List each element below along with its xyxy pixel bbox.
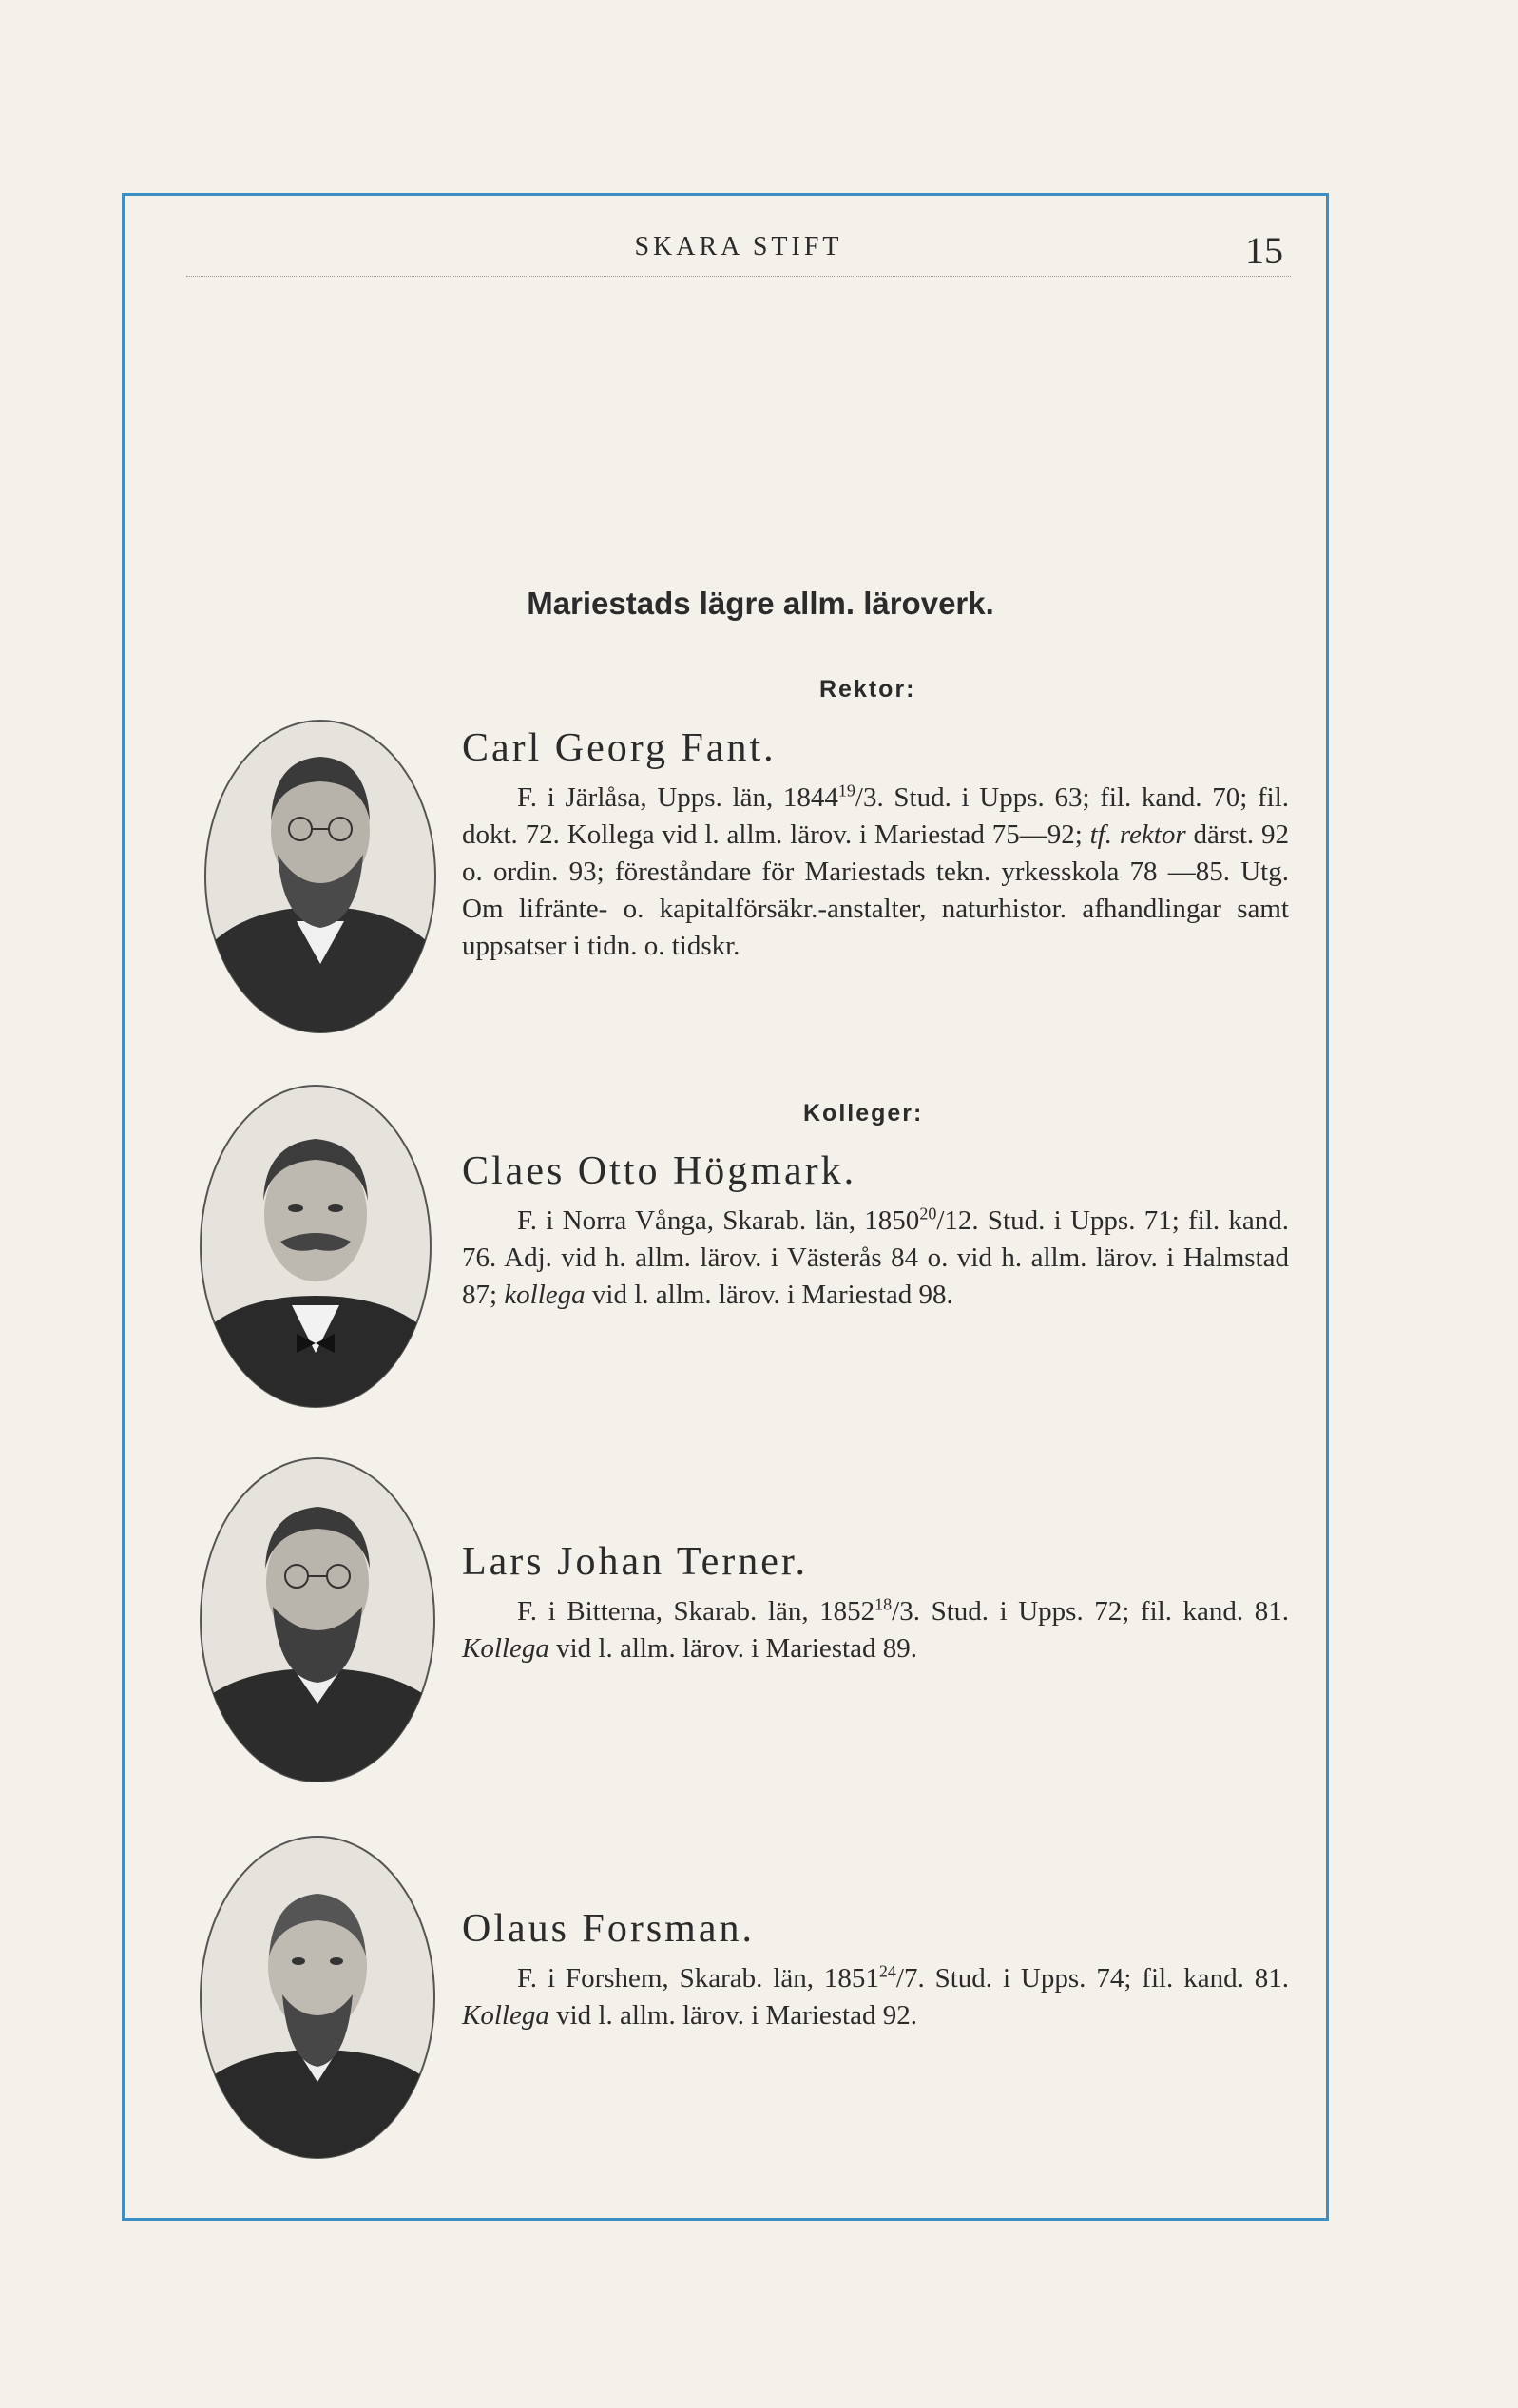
running-head-title: SKARA STIFT bbox=[634, 232, 843, 261]
entry-name: Claes Otto Högmark. bbox=[462, 1149, 857, 1193]
entry-bio: F. i Järlåsa, Upps. län, 1844$^{19}$/3. Stud. i Upps. 63; fil. kand. 70; fil. dokt. 72. Kollega vid l. allm. lärov. i Mariestad 75—92; tf. rektor därst. 92 o. ordin. 93; föreståndare för Mariestads tekn. yrkesskola 78 —85. Utg. Om lifränte- o. kapitalförsäkr.-anstalter, naturhistor. afhandlingar samt uppsatser i tidn. o. tidskr. bbox=[462, 780, 1289, 961]
entry-bio: F. i Norra Vånga, Skarab. län, 1850$^{20}$/12. Stud. i Upps. 71; fil. kand. 76. Adj. vid h. allm. lärov. i Västerås 84 o. vid h. allm. lärov. i Halmstad 87; kollega vid l. allm. lärov. i Mariestad 98. bbox=[462, 1204, 1289, 1310]
portrait-lars-johan-terner bbox=[197, 1454, 438, 1786]
entry-name: Carl Georg Fant. bbox=[462, 726, 777, 770]
entry-name: Lars Johan Terner. bbox=[462, 1540, 809, 1584]
entry-bio: F. i Bitterna, Skarab. län, 1852$^{18}$/3. Stud. i Upps. 72; fil. kand. 81. Kollega vid l. allm. lärov. i Mariestad 89. bbox=[462, 1594, 1289, 1664]
portrait-carl-georg-fant bbox=[202, 717, 439, 1036]
running-head bbox=[186, 229, 1291, 277]
entry-bio: F. i Forshem, Skarab. län, 1851$^{24}$/7. Stud. i Upps. 74; fil. kand. 81. Kollega vid l. allm. lärov. i Mariestad 92. bbox=[462, 1961, 1289, 2031]
page-number: 15 bbox=[1245, 229, 1283, 272]
entry-lars-johan-terner bbox=[462, 1536, 1289, 1667]
portrait-claes-otto-hogmark bbox=[197, 1082, 434, 1411]
section-label-rektor: Rektor: bbox=[819, 676, 916, 703]
entry-carl-georg-fant bbox=[462, 722, 1289, 965]
entry-olaus-forsman bbox=[462, 1903, 1289, 2034]
entry-name: Olaus Forsman. bbox=[462, 1907, 755, 1951]
section-label-kolleger: Kolleger: bbox=[803, 1100, 924, 1127]
school-heading: Mariestads lägre allm. läroverk. bbox=[527, 586, 994, 621]
entry-claes-otto-hogmark bbox=[462, 1146, 1289, 1314]
portrait-olaus-forsman bbox=[197, 1833, 438, 2162]
